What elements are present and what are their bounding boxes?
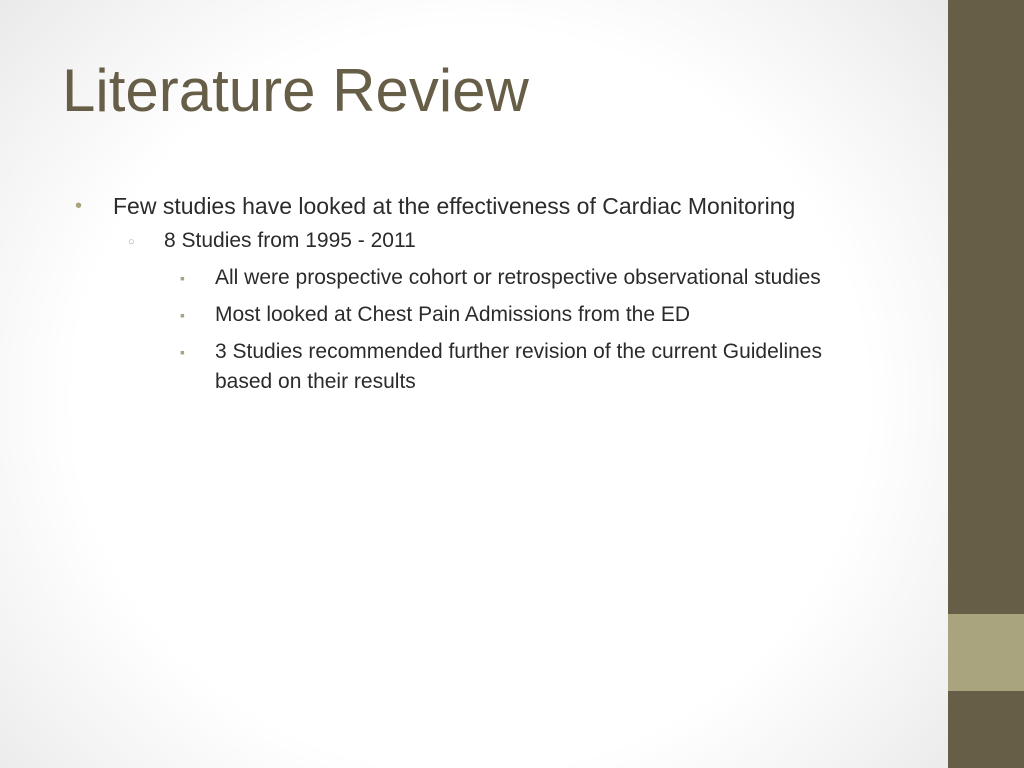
bullet-text: 8 Studies from 1995 - 2011 xyxy=(164,229,416,252)
bullet-square-icon: ▪ xyxy=(180,307,185,323)
bullet-level3-item xyxy=(0,337,875,397)
bullet-dot-icon: • xyxy=(75,195,83,217)
slide-title: Literature Review xyxy=(62,57,529,124)
bullet-level3-item xyxy=(0,300,875,330)
bullet-text: Most looked at Chest Pain Admissions from the ED xyxy=(215,303,691,326)
bullet-level2-item xyxy=(0,226,948,256)
bullet-text: 3 Studies recommended further revision of the current Guidelines based on their results xyxy=(215,340,822,393)
bullet-square-icon: ▪ xyxy=(180,270,185,286)
sidebar-accent-block xyxy=(948,614,1024,691)
bullet-list xyxy=(0,190,948,397)
bullet-text: All were prospective cohort or retrospective observational studies xyxy=(215,266,821,289)
bullet-level3-item xyxy=(0,263,875,293)
bullet-square-icon: ▪ xyxy=(180,344,185,360)
bullet-text: Few studies have looked at the effectiveness of Cardiac Monitoring xyxy=(113,193,796,219)
bullet-level1-item xyxy=(0,190,948,222)
bullet-circle-icon: ○ xyxy=(128,236,135,248)
